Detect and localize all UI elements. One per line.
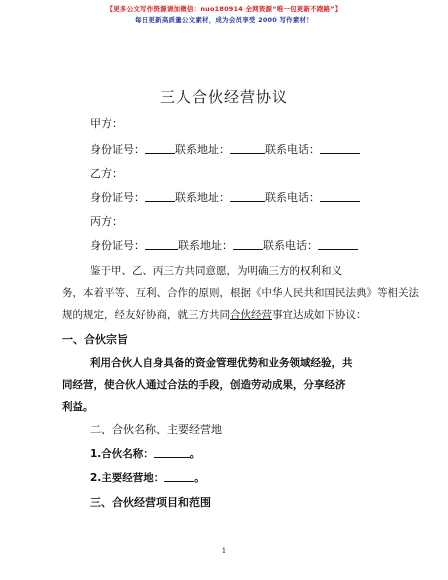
address-blank	[230, 143, 265, 154]
section-3-heading: 三、合伙经营项目和范围	[90, 496, 211, 509]
phone-blank	[320, 191, 360, 202]
intro-line-1: 鉴于甲、乙、丙三方共同意愿，为明确三方的权利和义	[90, 265, 342, 277]
section-2-heading: 二、合伙名称、主要经营地	[90, 423, 222, 436]
section-1-line-1: 利用合伙人自身具备的资金管理优势和业务领域经验，共	[90, 357, 353, 369]
item-2-period: 。	[194, 472, 205, 484]
address-blank	[233, 239, 263, 250]
promo-banner-line-1: 【更多公文写作资源请加微信：nuo180914 全网资源“唯一包更新不跑路”】	[106, 5, 342, 13]
id-blank	[145, 239, 178, 250]
id-blank	[145, 191, 175, 202]
phone-blank	[318, 239, 358, 250]
section-2-item-1	[90, 446, 200, 461]
item-1-blank	[154, 447, 190, 458]
phone-label: 联系电话：	[263, 239, 318, 252]
id-label: 身份证号：	[90, 191, 145, 204]
intro-line-3-end: 事宜达成如下协议：	[272, 309, 367, 321]
phone-label: 联系电话：	[265, 143, 320, 156]
address-label: 联系地址：	[175, 143, 230, 156]
party-a-label: 甲方：	[90, 117, 123, 130]
party-a-info-row	[90, 141, 360, 157]
item-1-period: 。	[189, 448, 201, 460]
section-1-heading: 一、合伙宗旨	[62, 333, 128, 346]
intro-line-2: 务，本着平等、互利、合作的原则，根据《中华人民共和国民法典》等相关法	[62, 287, 419, 299]
id-label: 身份证号：	[90, 143, 145, 156]
page-number: 1	[221, 547, 227, 555]
id-blank	[145, 143, 175, 154]
id-label: 身份证号：	[90, 239, 145, 252]
phone-label: 联系电话：	[265, 191, 320, 204]
intro-line-3-underlined: 合伙经营	[230, 309, 272, 321]
item-1-label: 1.合伙名称：	[90, 448, 154, 460]
address-label: 联系地址：	[178, 239, 233, 252]
intro-line-3-start: 规的规定，经友好协商，就三方共同	[62, 309, 230, 321]
document-title: 三人合伙经营协议	[159, 88, 288, 106]
phone-blank	[320, 143, 360, 154]
party-c-info-row	[90, 237, 358, 253]
promo-banner-line-2: 每日更新高质量公文素材，成为会员享受 2000 写作素材！	[135, 16, 313, 24]
item-2-label: 2.主要经营地：	[90, 472, 165, 484]
section-1-line-2: 同经营，使合伙人通过合法的手段，创造劳动成果，分享经济	[62, 379, 346, 391]
section-2-item-2	[90, 470, 205, 485]
section-1-line-3: 利益。	[62, 401, 94, 413]
party-b-info-row	[90, 189, 360, 205]
address-label: 联系地址：	[175, 191, 230, 204]
item-2-blank	[164, 471, 194, 482]
party-b-label: 乙方：	[90, 167, 123, 180]
address-blank	[230, 191, 265, 202]
intro-line-3	[62, 307, 367, 322]
party-c-label: 丙方：	[90, 215, 123, 228]
